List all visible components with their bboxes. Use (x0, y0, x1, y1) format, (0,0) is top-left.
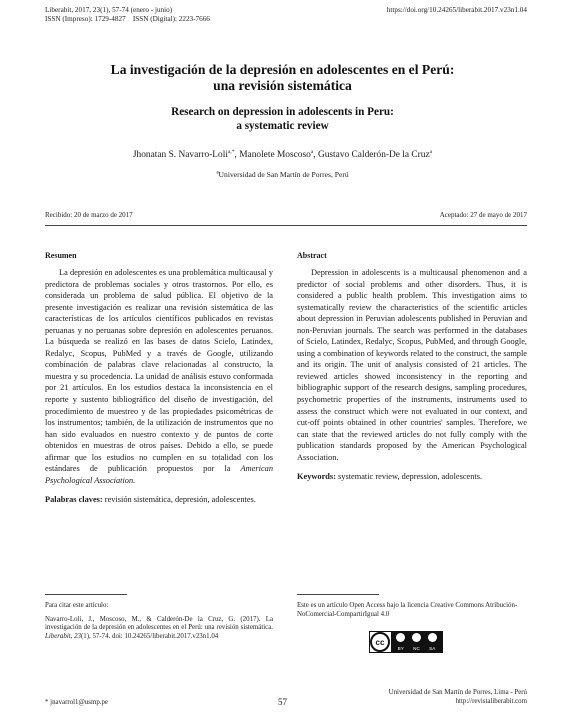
citation-doi[interactable]: (1), 57-74. doi: 10.24265/liberabit.2017.v23n1.04 (81, 632, 219, 640)
license-divider (297, 594, 379, 595)
resumen-keywords-label: Palabras claves: (45, 495, 103, 505)
sharealike-icon (428, 633, 437, 642)
creative-commons-icon: cc (370, 632, 390, 652)
header-divider (45, 225, 527, 226)
badge-by-label: BY (397, 646, 404, 651)
resumen-heading: Resumen (45, 251, 77, 260)
resumen-body-text: La depresión en adolescentes es una problemática multicausal y predictora de problemas sociales y otros trastornos. Por ello, es considerada un problema de salud pública. El objetivo de la presente investigación es realizar una revisión sistemática de las características de los artículos científicos publicados en revistas peruanas y no peruanas sobre depresión en adolescentes peruanos. La búsqueda se realizó en las bases de datos Scielo, Latindex, Redalyc, Scopus, PubMed y a través de Google, utilizando combinación de palabras clave relacionadas al constructo, la muestra y su procedencia. La unidad de análisis estuvo conformada por 21 artículos. En los estudios destaca la inconsistencia en el reporte y sustento bibliográfico del diseño de investigación, del procedimiento de muestreo y de las propiedades psicométricas de los instrumentos; también, de la utilización de instrumentos que no han sido evaluados en nuestro contexto y de puntos de corte obtenidos en muestras de otros países. Debido a ello, se puede afirmar que los estudios no cumplen en su totalidad con los estándares de publicación propuestos por la (45, 268, 273, 474)
abstract-keywords-text: systematic review, depression, adolescents. (338, 472, 483, 482)
resumen-body (45, 267, 273, 486)
page-number: 57 (278, 697, 287, 707)
license-text: Este es un artículo Open Access bajo la licencia Creative Commons Atribución-NoComercial-CompartirIgual 4.0 (297, 602, 518, 618)
noncommercial-icon (412, 633, 421, 642)
citation-text (45, 616, 273, 642)
corresponding-email[interactable]: * jnavarrol1@usmp.pe (45, 699, 108, 706)
abstract-keywords-label: Keywords: (297, 472, 336, 482)
citation-label: Para citar este artículo: (45, 602, 109, 609)
resumen-body-italic: American Psychological Association. (45, 464, 273, 485)
accepted-date: Aceptado: 27 de mayo de 2017 (439, 211, 527, 219)
abstract-heading: Abstract (297, 251, 327, 260)
received-date: Recibido: 20 de marzo de 2017 (45, 211, 133, 219)
attribution-icon (396, 633, 405, 642)
abstract-section (297, 251, 527, 483)
cc-license-badge[interactable] (369, 631, 443, 653)
footer-publisher (389, 689, 527, 706)
author-3: , Gustavo Calderón-De la Cruz (313, 150, 430, 161)
author-1: Jhonatan S. Navarro-Loli (132, 150, 228, 161)
author-2-superscript: a (310, 149, 314, 155)
english-title-line-2: a systematic review (236, 120, 329, 132)
spanish-title-line-1: La investigación de la depresión en adolescentes en el Perú: (110, 62, 455, 77)
issn-line: ISSN (Impreso): 1729-4827 ISSN (Digital): 2223-7666 (45, 15, 210, 23)
citation-reference: Navarro-Loli, J., Moscoso, M., & Calderón-De la Cruz, G. (2017). La investigación de la depresión en adolescentes en el Perú: una revisión sistemática. (45, 615, 273, 632)
citation-divider (45, 594, 127, 595)
resumen-section (45, 251, 273, 506)
english-title (0, 105, 565, 133)
author-2: , Manolete Moscoso (234, 150, 311, 161)
resumen-keywords (45, 494, 273, 506)
citation-block (45, 602, 273, 641)
affiliation-text: Universidad de San Martín de Porres, Perú (218, 170, 349, 179)
spanish-title-line-2: una revisión sistemática (213, 78, 352, 93)
doi-link[interactable]: https://doi.org/10.24265/liberabit.2017.v23n1.04 (386, 6, 527, 14)
footer-url[interactable]: http://revistaliberabit.com (455, 697, 527, 705)
author-1-superscript: a,* (227, 149, 235, 155)
affiliation-superscript: a (216, 170, 219, 176)
spanish-title (0, 62, 565, 94)
english-title-line-1: Research on depression in adolescents in Peru: (171, 106, 394, 118)
journal-citation-line: Liberabit, 2017, 23(1), 57-74 (enero - junio) (45, 6, 173, 14)
citation-journal: Liberabit, 23 (45, 632, 81, 640)
badge-sa-label: SA (429, 646, 436, 651)
abstract-keywords (297, 471, 527, 483)
license-block (297, 602, 529, 619)
badge-nc-label: NC (413, 646, 420, 651)
author-list (0, 149, 565, 160)
resumen-keywords-text: revisión sistemática, depresión, adolescentes. (104, 495, 256, 505)
affiliation (0, 170, 565, 179)
author-3-superscript: a (429, 149, 433, 155)
footer-university: Universidad de San Martín de Porres, Lima - Perú (388, 689, 527, 696)
abstract-body: Depression in adolescents is a multicausal phenomenon and a predictor of social problems and other disorders. Thus, it is considered a public health problem. This investigation aims to systematically review the characteristics of the scientific articles about depression in Peruvian adolescents published in Peruvian and non-Peruvian journals. The search was performed in the databases of Scielo, Latindex, Redalyc, Scopus, PubMed, and through Google, using a combination of keywords related to the construct, the sample and its origin. The unit of analysis consisted of 21 articles. The reviewed articles showed inconsistency in the reporting and bibliographic support of the research designs, sampling procedures, psychometric properties of the instruments, instruments used to assess the construct which were not evaluated in our context, and cut-off points obtained in other countries' samples. Therefore, we can state that the reviewed articles do not fully comply with the publication standards proposed by the American Psychological Association. (297, 268, 527, 462)
journal-header (45, 6, 210, 24)
